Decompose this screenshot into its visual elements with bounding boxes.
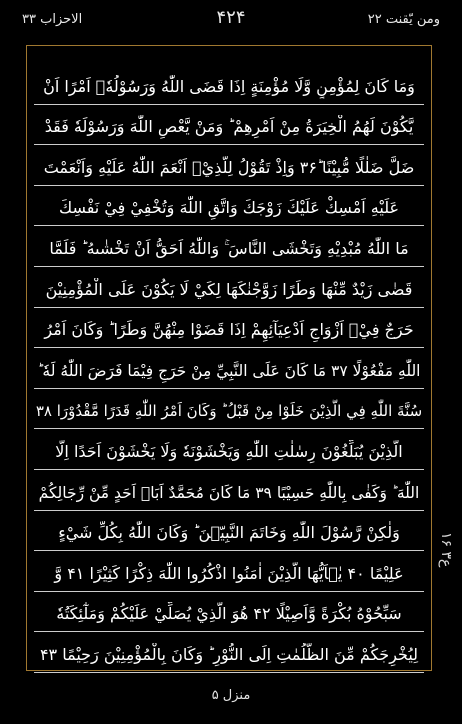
text-line-5 [34,226,424,267]
line-text: يَّكُوْنَ لَهُمُ الْخِيَرَةُ مِنْ اَمْرِهِمْ ؕ وَمَنْ يَّعْصِ اللّٰهَ وَرَسُوْلَهٗ فَقَدْ [44,117,414,137]
text-line-4 [34,186,424,227]
text-line-11 [34,470,424,511]
text-line-14 [34,592,424,633]
line-text: وَلٰكِنْ رَّسُوْلَ اللّٰهِ وَخَاتَمَ النَّبِيّٖنَ ؕ وَكَانَ اللّٰهُ بِكُلِّ شَيْءٍ [58,523,400,543]
header-para-name: ومن یّقنت ۲۲ [367,12,440,27]
line-text: ضَلَّ ضَلٰلًا مُّبِيْنًا ؕ۳۶ وَاِذْ تَقُوْلُ لِلَّذِيْۤ اَنْعَمَ اللّٰهُ عَلَيْهِ وَاَنْعَمْتَ [43,157,415,177]
line-text: عَلِيْمًا ۴۰ يٰۤاَيُّهَا الَّذِيْنَ اٰمَنُوا اذْكُرُوا اللّٰهَ ذِكْرًا كَثِيْرًا ۴۱ وَّ [54,563,404,583]
text-line-13 [34,551,424,592]
line-text: اللّٰهَ ؕ وَكَفٰى بِاللّٰهِ حَسِيْبًا ۳۹ مَا كَانَ مُحَمَّدٌ اَبَاۤ اَحَدٍ مِّنْ رِّجَالِكُمْ [38,483,420,502]
text-line-8 [34,348,424,389]
line-text: عَلَيْهِ اَمْسِكْ عَلَيْكَ زَوْجَكَ وَاتَّقِ اللّٰهَ وَتُخْفِيْ فِيْ نَفْسِكَ [58,198,400,218]
text-line-7 [34,308,424,349]
line-text: سُنَّةَ اللّٰهِ فِي الَّذِيْنَ خَلَوْا مِنْ قَبْلُ ؕ وَكَانَ اَمْرُ اللّٰهِ قَدَرًا مَّقْدُوْرَا ۳۸ [35,402,423,421]
line-text: حَرَجٌ فِيْۤ اَزْوَاجِ اَدْعِيَآئِهِمْ اِذَا قَضَوْا مِنْهُنَّ وَطَرًا ؕ وَكَانَ اَمْرُ [44,320,414,340]
text-line-10 [34,429,424,470]
line-text: اللّٰهِ مَفْعُوْلًا ۳۷ مَا كَانَ عَلَى النَّبِيِّ مِنْ حَرَجٍ فِيْمَا فَرَضَ اللّٰهُ لَهٗ ؕ [37,361,421,380]
text-line-15 [34,632,424,673]
text-line-6 [34,267,424,308]
quran-text-block [34,64,424,673]
header-surah-name: الاحزاب ۳۳ [22,12,83,27]
line-text: الَّذِيْنَ يُبَلِّغُوْنَ رِسٰلٰتِ اللّٰهِ وَيَخْشَوْنَهٗ وَلَا يَخْشَوْنَ اَحَدًا اِلَّا [55,441,403,461]
ruku-marker: ع۳ ۱۶ [438,532,454,568]
text-line-12 [34,511,424,552]
line-text: لِيُخْرِجَكُمْ مِّنَ الظُّلُمٰتِ اِلَى النُّوْرِ ؕ وَكَانَ بِالْمُؤْمِنِيْنَ رَحِيْمًا ۴۳ [39,644,419,664]
line-text: قَضٰى زَيْدٌ مِّنْهَا وَطَرًا زَوَّجْنٰكَهَا لِكَيْ لَا يَكُوْنَ عَلَى الْمُؤْمِنِيْنَ [45,279,413,299]
text-line-3 [34,145,424,186]
text-line-2 [34,105,424,146]
page-number: ۴۲۴ [216,7,246,28]
manzil-footer: منزل ۵ [211,688,251,703]
text-line-9 [34,389,424,430]
line-text: مَا اللّٰهُ مُبْدِيْهِ وَتَخْشَى النَّاسَ ۚ وَاللّٰهُ اَحَقُّ اَنْ تَخْشٰىهُ ؕ فَلَمَّا [49,238,409,258]
line-text: وَمَا كَانَ لِمُؤْمِنٍ وَّلَا مُؤْمِنَةٍ اِذَا قَضَى اللّٰهُ وَرَسُوْلُهٗۤ اَمْرًا اَنْ [43,76,415,96]
text-line-1 [34,64,424,105]
line-text: سَبِّحُوْهُ بُكْرَةً وَّاَصِيْلًا ۴۲ هُوَ الَّذِيْ يُصَلِّيْ عَلَيْكُمْ وَمَلٰٓئِكَتُهٗ [56,604,402,624]
